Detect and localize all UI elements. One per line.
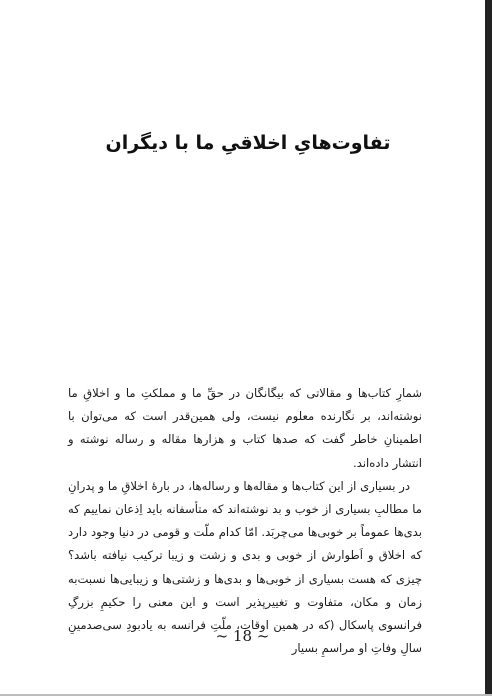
paragraph-1: شمارِ کتاب‌ها و مقالاتی که بیگانگان در حقِّ ما و مملکتِ ما و اخلاقِ ما نوشته‌اند، بر نگارنده معلوم نیست، ولی همین‌قدر است که می‌توان با اطمینانِ خاطر گفت که صدها کتاب و هزارها مقاله و رساله نوشته و انتشار داده‌اند. bbox=[68, 386, 422, 470]
chapter-title: تفاوت‌هایِ اخلاقیِ ما با دیگران bbox=[105, 131, 391, 154]
page-number: ~ 18 ~ bbox=[215, 627, 270, 645]
paragraph-2: در بسیاری از این کتاب‌ها و مقاله‌ها و رساله‌ها، در بارهٔ اخلاقِ ما و پدرانِ ما مطالبِ بسیاری از خوب و بد نوشته‌اند که متأسفانه باید اِذعان نماییم که بدی‌ها عموماً بر خوبی‌ها می‌چربَد. امّا کدام ملّت و قومی در دنیا وجود دارد که اخلاق و اَطوارش از خوبی و بدی و زشت و زیبا ترکیب نیافته باشد؟ چیزی که هست بسیاری از خوبی‌ها و بدی‌ها و زشتی‌ها و زیبایی‌ها نسبت‌به زمان و مکان، متفاوت و تغییرپذیر است و این معنی را حکیمِ بزرگِ فرانسوی پاسکال (که در همین اوقات، ملّتِ فرانسه به یادبودِ سی‌صدمینِ سالِ وفاتِ او مراسمِ بسیار bbox=[68, 478, 422, 656]
page-edge-shadow bbox=[485, 0, 492, 696]
body-text bbox=[68, 382, 422, 660]
